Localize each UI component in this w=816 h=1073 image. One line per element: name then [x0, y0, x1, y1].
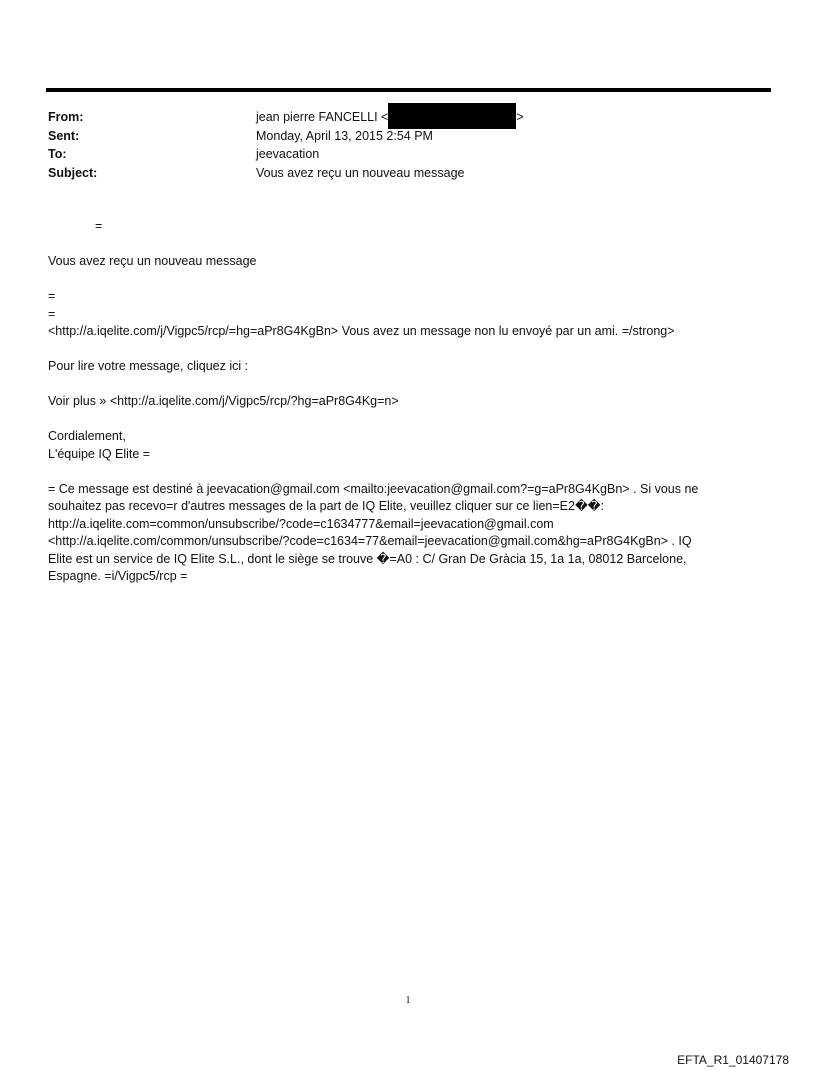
see-more-link: Voir plus » <http://a.iqelite.com/j/Vigpc5/rcp/?hg=aPr8G4Kg=n> — [48, 394, 399, 408]
footer-line: http://a.iqelite.com=common/unsubscribe/?code=c1634777&email=jeevacation@gmail.com — [48, 516, 554, 531]
from-label: From: — [48, 110, 84, 124]
body-line: = — [48, 289, 56, 303]
from-name: jean pierre FANCELLI < — [256, 110, 389, 124]
sent-label: Sent: — [48, 128, 80, 143]
redaction-box — [388, 103, 516, 129]
subject-label: Subject: — [48, 165, 98, 180]
footer-line: = Ce message est destiné à jeevacation@gmail.com <mailto:jeevacation@gmail.com?=g=aPr8G4KgBn> . Si vous ne — [48, 481, 699, 496]
from-row — [48, 109, 768, 128]
to-row — [48, 146, 768, 165]
email-body — [48, 218, 768, 586]
document-id: EFTA_R1_01407178 — [677, 1053, 789, 1067]
signature-line: L'équipe IQ Elite = — [48, 446, 151, 461]
sent-value: Monday, April 13, 2015 2:54 PM — [256, 128, 433, 143]
closing-line: Cordialement, — [48, 429, 126, 443]
header-rule — [46, 88, 771, 92]
from-value — [256, 109, 524, 129]
body-line: = — [95, 219, 103, 233]
email-header — [48, 109, 768, 183]
read-message-line: Pour lire votre message, cliquez ici : — [48, 359, 249, 373]
footer-line: souhaitez pas recevo=r d'autres messages de la part de IQ Elite, veuillez cliquer sur ce lien=E2��: — [48, 499, 605, 513]
to-value: jeevacation — [256, 147, 320, 161]
footer-line: <http://a.iqelite.com/common/unsubscribe/?code=c1634=77&email=jeevacation@gmail.com&hg=aPr8G4KgBn> . IQ — [48, 534, 692, 548]
from-closing: > — [516, 110, 524, 124]
body-heading: Vous avez reçu un nouveau message — [48, 254, 257, 268]
sent-row — [48, 128, 768, 147]
subject-row — [48, 165, 768, 184]
to-label: To: — [48, 147, 67, 161]
page-number: 1 — [405, 995, 411, 1006]
message-link-line: <http://a.iqelite.com/j/Vigpc5/rcp/=hg=aPr8G4KgBn> Vous avez un message non lu envoyé par un ami. =/strong> — [48, 324, 675, 338]
footer-line: Elite est un service de IQ Elite S.L., dont le siège se trouve �=A0 : C/ Gran De Gràcia 15, 1a 1a, 08012 Barcelone, — [48, 551, 687, 566]
body-line: = — [48, 306, 56, 321]
footer-line: Espagne. =i/Vigpc5/rcp = — [48, 569, 188, 583]
subject-value: Vous avez reçu un nouveau message — [256, 165, 465, 180]
